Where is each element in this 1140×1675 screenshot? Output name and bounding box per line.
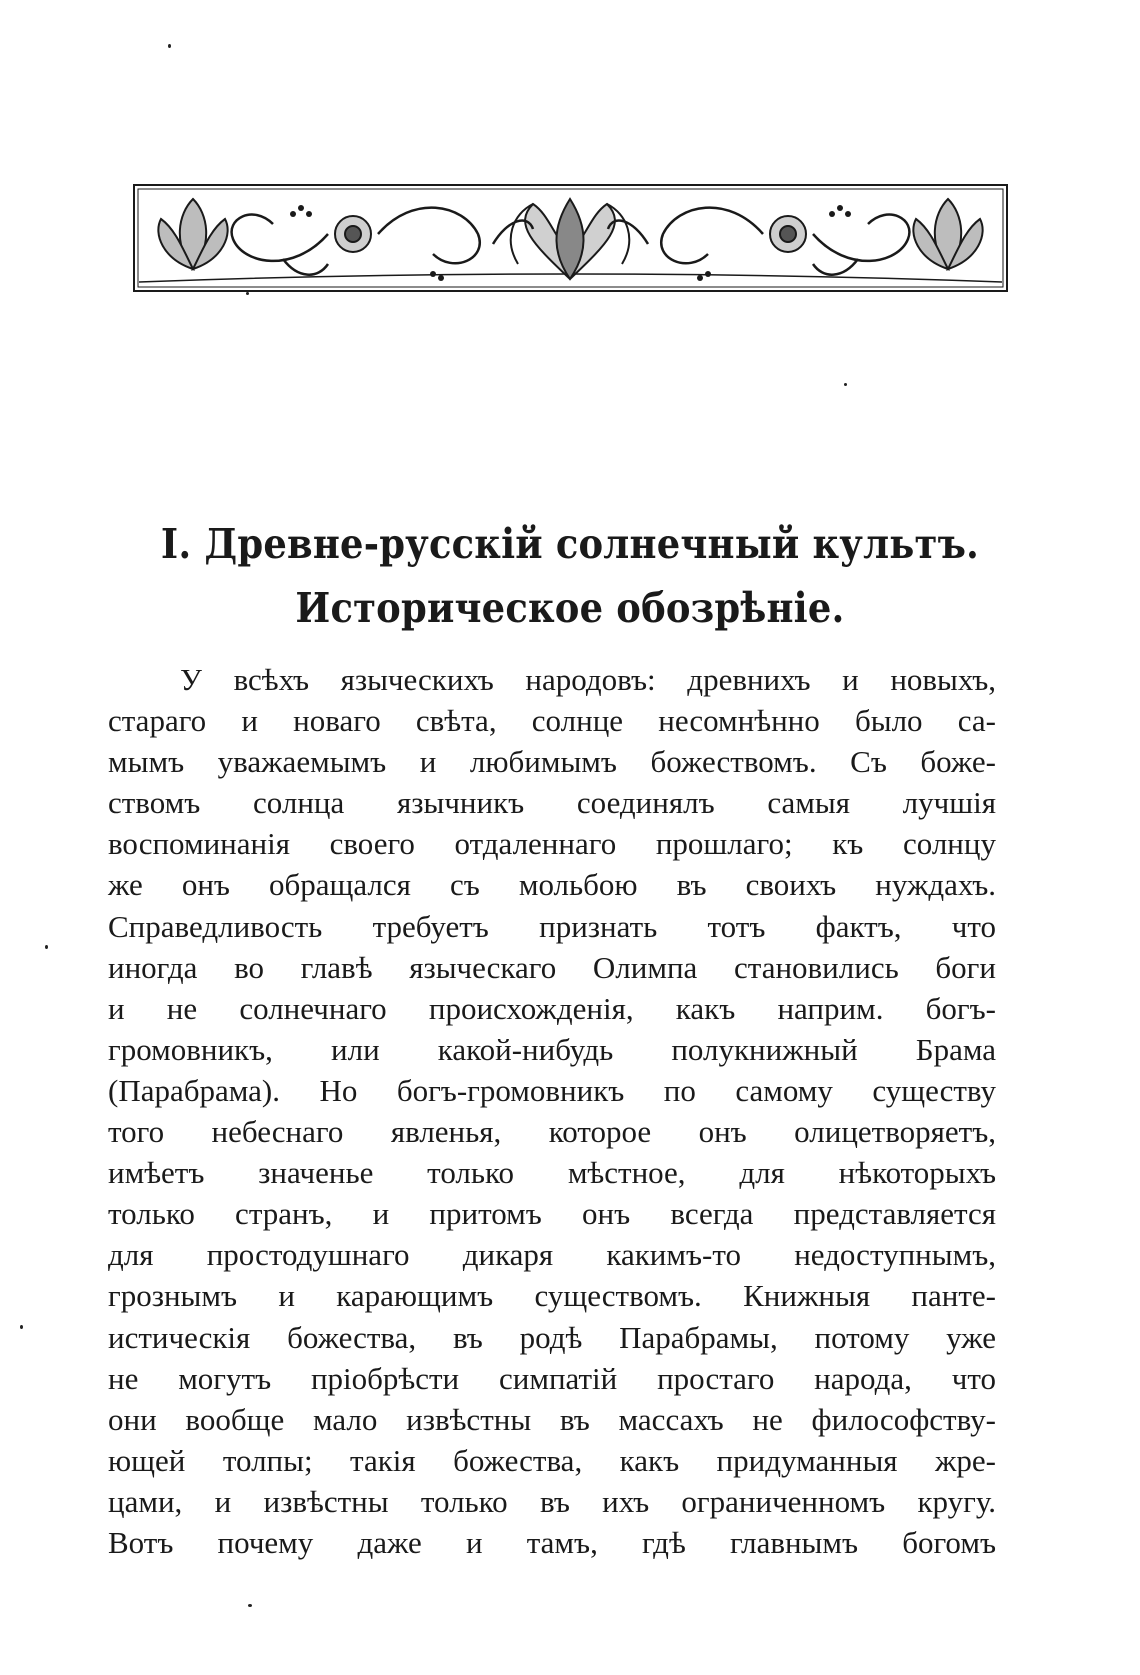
text-line: только странъ, и притомъ онъ всегда представляется bbox=[108, 1196, 996, 1232]
text-line: мымъ уважаемымъ и любимымъ божествомъ. Съ боже- bbox=[108, 744, 996, 780]
text-line: грознымъ и карающимъ существомъ. Книжныя панте- bbox=[108, 1278, 996, 1314]
text-line: ющей толпы; такія божества, какъ придуманныя жре- bbox=[108, 1442, 996, 1478]
text-line: воспоминанія своего отдаленнаго прошлаго; къ солнцу bbox=[108, 826, 996, 862]
text-line: (Парабрама). Но богъ-громовникъ по самому существу bbox=[108, 1072, 996, 1108]
chapter-subtitle: Историческое обозрѣніе. bbox=[295, 584, 845, 632]
scan-speck bbox=[45, 945, 48, 949]
text-line: Справедливость требуетъ признать тотъ фактъ, что bbox=[108, 908, 996, 944]
text-line: же онъ обращался съ мольбою въ своихъ нуждахъ. bbox=[108, 867, 996, 903]
text-line: Вотъ почему даже и тамъ, гдѣ главнымъ богомъ bbox=[108, 1524, 996, 1560]
scan-speck bbox=[168, 44, 171, 48]
scan-speck bbox=[844, 383, 847, 386]
text-line: они вообще мало извѣстны въ массахъ не философству- bbox=[108, 1401, 996, 1437]
chapter-heading bbox=[129, 512, 1011, 640]
text-line: иногда во главѣ языческаго Олимпа становились боги bbox=[108, 949, 996, 985]
text-line: цами, и извѣстны только въ ихъ ограниченномъ кругу. bbox=[108, 1483, 996, 1519]
text-line: стараго и новаго свѣта, солнце несомнѣнно было са- bbox=[108, 703, 996, 739]
floral-headpiece-ornament bbox=[133, 184, 1008, 292]
text-line: громовникъ, или какой-нибудь полукнижный Брама bbox=[108, 1031, 996, 1067]
chapter-title: I. Древне-русскій солнечный культъ. bbox=[160, 520, 980, 568]
scan-speck bbox=[20, 1325, 23, 1329]
scan-speck bbox=[248, 1604, 252, 1607]
scan-speck bbox=[246, 292, 249, 295]
text-line: У всѣхъ языческихъ народовъ: древнихъ и новыхъ, bbox=[180, 662, 996, 697]
text-line: ствомъ солнца язычникъ соединялъ самыя лучшія bbox=[108, 785, 996, 821]
text-line: не могутъ пріобрѣсти симпатій простаго народа, что bbox=[108, 1360, 996, 1396]
text-line: и не солнечнаго происхожденія, какъ наприм. богъ- bbox=[108, 990, 996, 1026]
text-line: имѣетъ значенье только мѣстное, для нѣкоторыхъ bbox=[108, 1155, 996, 1191]
ornament-drawing bbox=[133, 184, 1008, 292]
text-line: для простодушнаго дикаря какимъ-то недоступнымъ, bbox=[108, 1237, 996, 1273]
body-paragraph bbox=[108, 659, 996, 1563]
text-line: истическія божества, въ родѣ Парабрамы, потому уже bbox=[108, 1319, 996, 1355]
text-line: того небеснаго явленья, которое онъ олицетворяетъ, bbox=[108, 1114, 996, 1150]
